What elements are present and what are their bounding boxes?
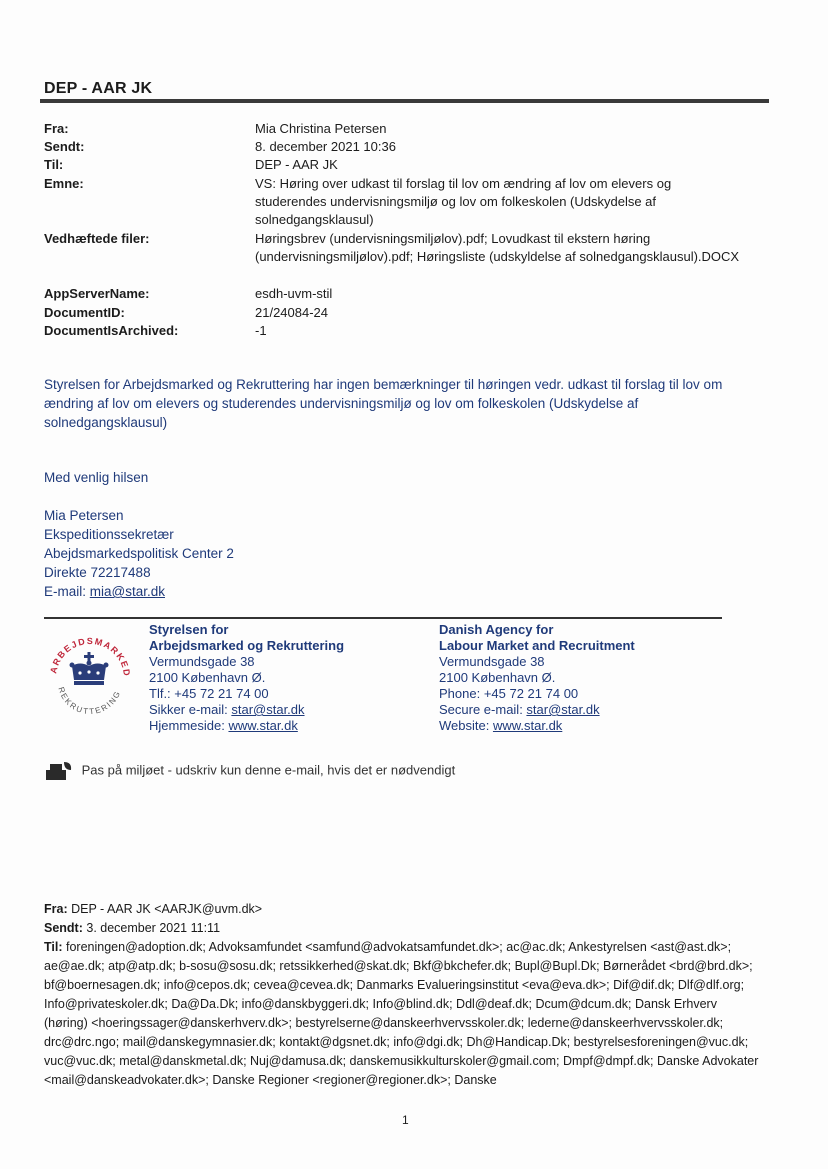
signature-title: Ekspeditionssekretær <box>44 527 174 542</box>
forwarded-from-value: DEP - AAR JK <AARJK@uvm.dk> <box>67 902 263 916</box>
agency-en-line2: Labour Market and Recruitment <box>439 638 635 653</box>
meta-value: 21/24084-24 <box>255 305 329 320</box>
agency-da-line1: Styrelsen for <box>149 622 229 637</box>
greeting: Med venlig hilsen <box>44 470 149 485</box>
agency-da-city: 2100 København Ø. <box>149 670 266 685</box>
page-title: DEP - AAR JK <box>44 80 153 97</box>
agency-en-web-label: Website: <box>439 718 493 733</box>
agency-en-address: Vermundsgade 38 <box>439 654 545 669</box>
forwarded-from <box>44 900 764 919</box>
agency-da-line2: Arbejdsmarked og Rekruttering <box>149 638 345 653</box>
printer-leaf-icon <box>44 760 74 782</box>
agency-da-secure-label: Sikker e-mail: <box>149 702 232 717</box>
svg-text:REKRUTTERING: REKRUTTERING <box>56 685 123 717</box>
agency-en-secure <box>439 702 635 718</box>
forwarded-to-value: foreningen@adoption.dk; Advoksamfundet <samfund@advokatsamfundet.dk>; ac@ac.dk; Ankestyrelsen <ast@ast.dk>; ae@ae.dk; atp@atp.dk; b-sosu@sosu.dk; retssikkerhed@skat.dk; Bkf@bkchefer.dk; Bupl@Bupl.Dk; Børnerådet <brd@brd.dk>; bf@boernesagen.dk; info@cepos.dk; cevea@cevea.dk; Danmarks Evalueringsinstitut <eva@eva.dk>; Dif@dif.dk; Dlf@dlf.org; Info@privateskoler.dk; Da@Da.Dk; info@danskbyggeri.dk; Info@blind.dk; Ddl@deaf.dk; Dcum@dcum.dk; Dansk Erhverv (høring) <hoeringssager@danskerhverv.dk>; bestyrelserne@danskeerhvervsskoler.dk; lederne@danskeerhvervsskoler.dk; drc@drc.ngo; mail@danskegymnasier.dk; kontakt@dgsnet.dk; info@dgi.dk; Dh@Handicap.Dk; bestyrelsesforeningen@vuc.dk; vuc@vuc.dk; metal@danskmetal.dk; Nuj@damusa.dk; danskemusikkulturskoler@gmail.com; Dmpf@dmpf.dk; Danske Advokater <mail@danskeadvokater.dk>; Danske Regioner <regioner@regioner.dk>; Danske <box>44 940 759 1087</box>
meta-label: Emne: <box>44 176 84 191</box>
page-number: 1 <box>402 1113 409 1127</box>
meta-label: Fra: <box>44 121 69 136</box>
signature-email-label: E-mail: <box>44 584 90 599</box>
agency-da-secure <box>149 702 344 718</box>
agency-en-city: 2100 København Ø. <box>439 670 556 685</box>
agency-en-phone: Phone: +45 72 21 74 00 <box>439 686 579 701</box>
forwarded-sent <box>44 919 764 938</box>
meta-value: Høringsbrev (undervisningsmiljølov).pdf; Lovudkast til ekstern høring (undervisningsmiljølov).pdf; Høringsliste (udskyldelse af solnedgangsklausul).DOCX <box>255 231 740 264</box>
signature-name: Mia Petersen <box>44 508 124 523</box>
agency-logo-icon <box>44 628 136 720</box>
agency-english <box>439 622 635 734</box>
agency-en-line1: Danish Agency for <box>439 622 554 637</box>
agency-da-phone: Tlf.: +45 72 21 74 00 <box>149 686 269 701</box>
signature-direct: Direkte 72217488 <box>44 565 151 580</box>
meta-value: esdh-uvm-stil <box>255 286 333 301</box>
agency-da-web <box>149 718 344 734</box>
body-paragraph: Styrelsen for Arbejdsmarked og Rekruttering har ingen bemærkninger til høringen vedr. udkast til forslag til lov om ændring af lov om elevers og studerendes undervisningsmiljø og lov om folkeskolen (Udskydelse af solnedgangsklausul) <box>44 377 723 430</box>
agency-en-web <box>439 718 635 734</box>
meta-label: AppServerName: <box>44 286 150 301</box>
forwarded-from-label: Fra: <box>44 902 68 916</box>
agency-da-web-label: Hjemmeside: <box>149 718 229 733</box>
forwarded-sent-label: Sendt: <box>44 921 83 935</box>
meta-label: DocumentID: <box>44 305 125 320</box>
meta-label: Til: <box>44 157 64 172</box>
meta-value: VS: Høring over udkast til forslag til lov om ændring af lov om elevers og studerendes undervisningsmiljø og lov om folkeskolen (Udskydelse af solnedgangsklausul) <box>255 176 672 227</box>
meta-value: 8. december 2021 10:36 <box>255 139 396 154</box>
forwarded-to-label: Til: <box>44 940 63 954</box>
signature-email-link[interactable]: mia@star.dk <box>89 584 165 599</box>
meta-value: DEP - AAR JK <box>255 157 338 172</box>
signature-center: Abejdsmarkedspolitisk Center 2 <box>44 546 234 561</box>
meta-label: DocumentIsArchived: <box>44 323 179 338</box>
signature-divider <box>44 617 722 619</box>
agency-da-web-link[interactable]: www.star.dk <box>228 718 298 733</box>
meta-label: Vedhæftede filer: <box>44 231 150 246</box>
agency-en-secure-label: Secure e-mail: <box>439 702 527 717</box>
agency-danish <box>149 622 344 734</box>
forwarded-sent-value: 3. december 2021 11:11 <box>82 921 221 935</box>
eco-note-text: Pas på miljøet - udskriv kun denne e-mail, hvis det er nødvendigt <box>81 762 456 778</box>
eco-note <box>44 760 455 782</box>
header-divider <box>40 99 769 103</box>
meta-value: Mia Christina Petersen <box>255 121 387 136</box>
forwarded-to <box>44 938 764 1090</box>
meta-value: -1 <box>255 323 267 338</box>
svg-text:ARBEJDSMARKED: ARBEJDSMARKED <box>48 635 133 678</box>
agency-en-secure-link[interactable]: star@star.dk <box>526 702 600 717</box>
meta-label: Sendt: <box>44 139 85 154</box>
agency-da-address: Vermundsgade 38 <box>149 654 255 669</box>
agency-da-secure-link[interactable]: star@star.dk <box>231 702 305 717</box>
agency-en-web-link[interactable]: www.star.dk <box>492 718 563 733</box>
signature-email-line <box>44 582 165 601</box>
